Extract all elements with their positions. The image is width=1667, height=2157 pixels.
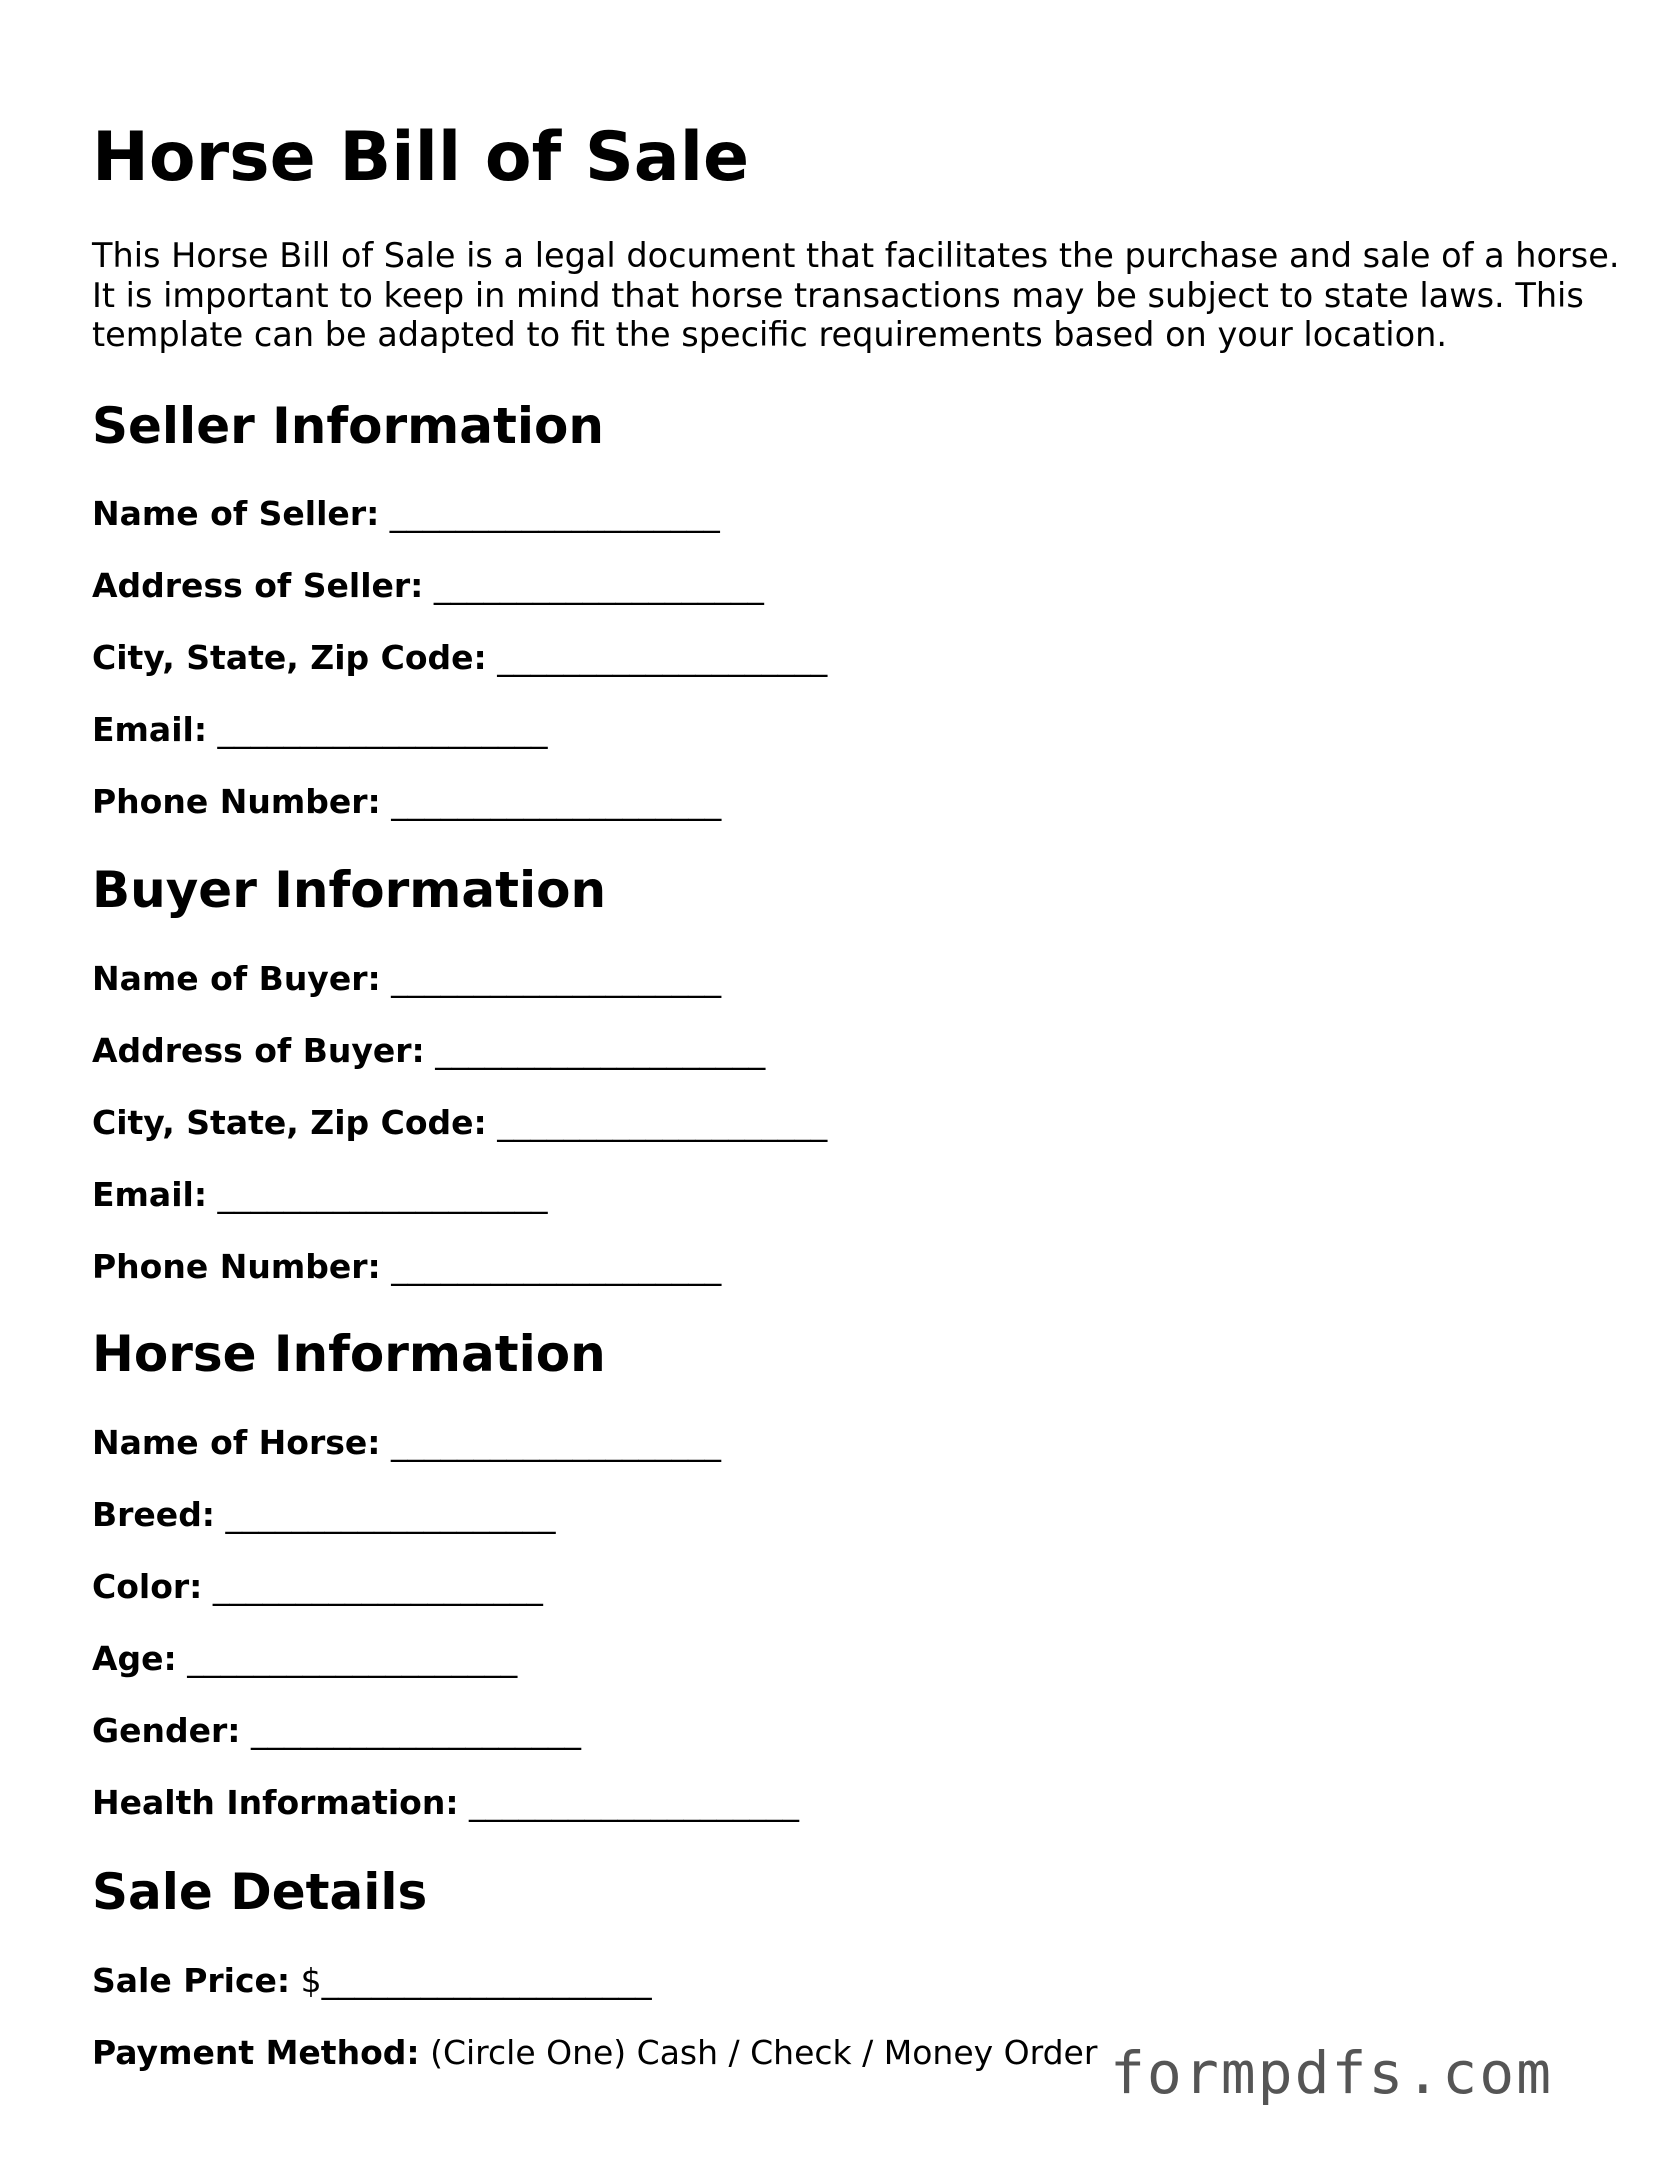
horse-breed-field[interactable] — [92, 1495, 556, 1535]
page-title: Horse Bill of Sale — [92, 118, 750, 197]
fill-in-blank[interactable]: ____________________ — [391, 782, 722, 821]
fill-in-blank[interactable]: ____________________ — [391, 959, 722, 998]
seller-phone-field[interactable] — [92, 782, 721, 822]
horse-health-field[interactable] — [92, 1783, 799, 1823]
field-label: City, State, Zip Code: — [92, 1103, 487, 1142]
fill-in-blank[interactable]: ____________________ — [469, 1783, 800, 1822]
field-label: Name of Buyer: — [92, 959, 381, 998]
intro-line: It is important to keep in mind that horse transactions may be subject to state laws. This — [92, 275, 1584, 315]
field-label: Name of Seller: — [92, 494, 380, 533]
fill-in-blank[interactable]: ____________________ — [225, 1495, 556, 1534]
field-label: Phone Number: — [92, 1247, 381, 1286]
fill-in-blank[interactable]: ____________________ — [217, 1175, 548, 1214]
fill-in-blank[interactable]: ____________________ — [212, 1567, 543, 1606]
horse-name-field[interactable] — [92, 1423, 721, 1463]
intro-line: This Horse Bill of Sale is a legal document that facilitates the purchase and sale of a horse. — [92, 236, 1620, 275]
fill-in-blank[interactable]: ____________________ — [321, 1961, 652, 2000]
fill-in-blank[interactable]: ____________________ — [187, 1639, 518, 1678]
buyer-email-field[interactable] — [92, 1175, 548, 1215]
field-label: Sale Price: — [92, 1961, 291, 2000]
buyer-name-field[interactable] — [92, 959, 721, 999]
buyer-heading: Buyer Information — [92, 861, 607, 919]
sale-heading: Sale Details — [92, 1863, 428, 1921]
fill-in-blank[interactable]: ____________________ — [433, 566, 764, 605]
watermark: formpdfs.com — [1110, 2039, 1554, 2107]
buyer-city-state-zip-field[interactable] — [92, 1103, 827, 1143]
field-label: Address of Buyer: — [92, 1031, 425, 1070]
seller-email-field[interactable] — [92, 710, 548, 750]
field-label: Name of Horse: — [92, 1423, 381, 1462]
buyer-address-field[interactable] — [92, 1031, 765, 1071]
fill-in-blank[interactable]: ____________________ — [435, 1031, 766, 1070]
field-label: Breed: — [92, 1495, 216, 1534]
horse-color-field[interactable] — [92, 1567, 543, 1607]
intro-line: template can be adapted to fit the specific requirements based on your location. — [92, 315, 1447, 354]
field-label: Gender: — [92, 1711, 241, 1750]
fill-in-blank[interactable]: ____________________ — [391, 1247, 722, 1286]
field-label: Phone Number: — [92, 782, 381, 821]
field-label: Age: — [92, 1639, 177, 1678]
seller-city-state-zip-field[interactable] — [92, 638, 827, 678]
payment-method-field[interactable] — [92, 2033, 1097, 2073]
buyer-phone-field[interactable] — [92, 1247, 721, 1287]
field-label: Email: — [92, 1175, 208, 1214]
horse-age-field[interactable] — [92, 1639, 517, 1679]
fill-in-blank[interactable]: ____________________ — [389, 494, 720, 533]
sale-price-field[interactable] — [92, 1961, 652, 2001]
field-label: Address of Seller: — [92, 566, 424, 605]
seller-heading: Seller Information — [92, 397, 604, 455]
fill-in-blank[interactable]: ____________________ — [497, 1103, 828, 1142]
intro-paragraph — [92, 236, 1620, 355]
horse-gender-field[interactable] — [92, 1711, 581, 1751]
seller-name-field[interactable] — [92, 494, 720, 534]
currency-symbol: $ — [300, 1961, 322, 2000]
field-label: Health Information: — [92, 1783, 459, 1822]
seller-address-field[interactable] — [92, 566, 764, 606]
payment-options[interactable]: (Circle One) Cash / Check / Money Order — [430, 2033, 1098, 2072]
fill-in-blank[interactable]: ____________________ — [390, 1423, 721, 1462]
field-label: City, State, Zip Code: — [92, 638, 487, 677]
fill-in-blank[interactable]: ____________________ — [217, 710, 548, 749]
horse-heading: Horse Information — [92, 1325, 606, 1383]
field-label: Color: — [92, 1567, 203, 1606]
field-label: Email: — [92, 710, 208, 749]
field-label: Payment Method: — [92, 2033, 420, 2072]
fill-in-blank[interactable]: ____________________ — [250, 1711, 581, 1750]
fill-in-blank[interactable]: ____________________ — [497, 638, 828, 677]
